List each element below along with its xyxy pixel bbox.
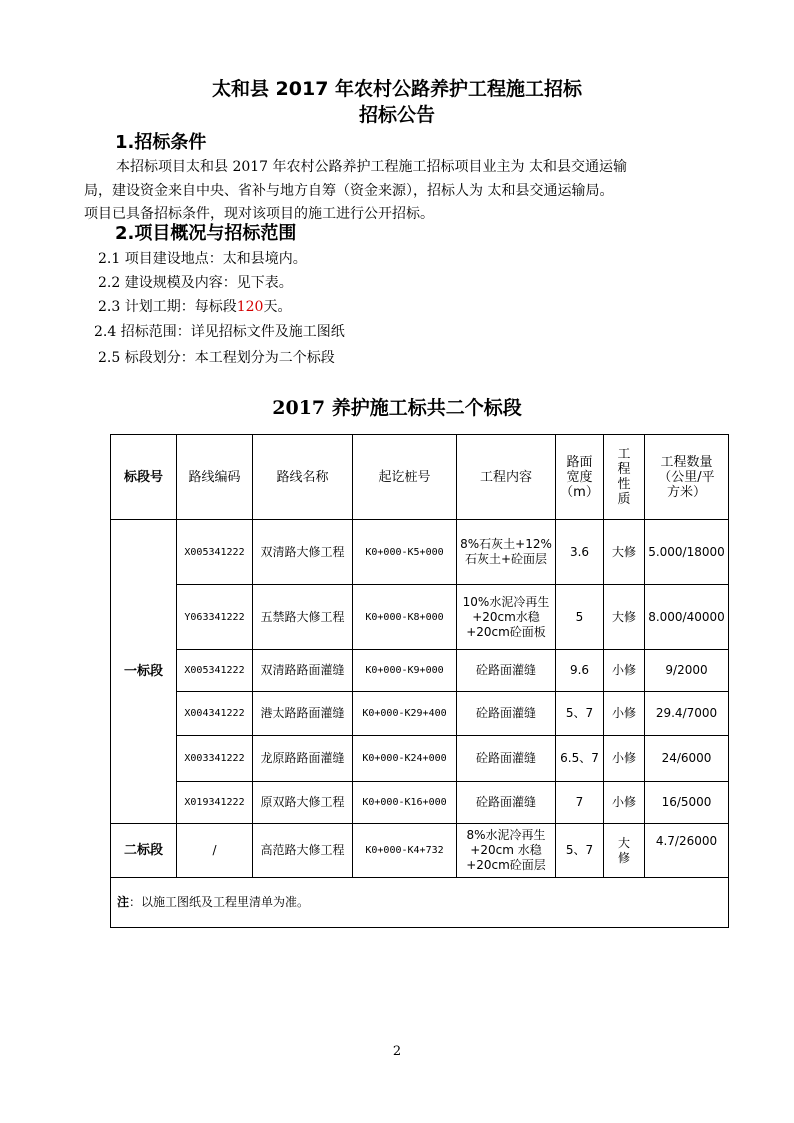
section1-heading: 1.招标条件: [115, 132, 207, 153]
header-width: [556, 435, 604, 520]
cell-name: 龙原路路面灌缝: [253, 736, 353, 782]
cell-content: 砼路面灌缝: [457, 692, 556, 736]
table-row: [111, 782, 729, 824]
header-qty: [645, 435, 729, 520]
item-2-2: 2.2 建设规模及内容：见下表。: [98, 275, 293, 291]
header-code: 路线编码: [177, 435, 253, 520]
cell-code: X019341222: [177, 782, 253, 824]
item-2-1: 2.1 项目建设地点：太和县境内。: [98, 251, 307, 267]
sections-table: [110, 434, 729, 928]
cell-name: 高范路大修工程: [253, 824, 353, 878]
cell-content-l1: 8%水泥冷再生: [466, 828, 546, 842]
header-width-l3: （m）: [560, 484, 599, 500]
cell-name: 双清路大修工程: [253, 520, 353, 585]
cell-stake: K0+000-K8+000: [353, 585, 457, 650]
item-2-3-prefix: 2.3 计划工期：每标段: [98, 299, 237, 315]
cell-nature: 大修: [604, 585, 645, 650]
header-width-l2: 宽度: [566, 469, 593, 485]
cell-stake: K0+000-K4+732: [353, 824, 457, 878]
cell-content: 砼路面灌缝: [457, 736, 556, 782]
cell-content: [457, 824, 556, 878]
table-title: 2017 养护施工标共二个标段: [272, 397, 522, 419]
cell-code: X004341222: [177, 692, 253, 736]
section1-para-line1: 本招标项目太和县 2017 年农村公路养护工程施工招标项目业主为 太和县交通运输: [116, 159, 627, 175]
header-nature-l2: 程: [617, 462, 631, 477]
cell-nature-l2: 修: [617, 850, 630, 865]
cell-code: X003341222: [177, 736, 253, 782]
cell-stake: K0+000-K24+000: [353, 736, 457, 782]
cell-content: 砼路面灌缝: [457, 650, 556, 692]
item-2-5: 2.5 标段划分：本工程划分为二个标段: [98, 350, 335, 366]
cell-width: 5: [556, 585, 604, 650]
table-header-row: [111, 435, 729, 520]
cell-stake: K0+000-K29+400: [353, 692, 457, 736]
cell-nature: 小修: [604, 692, 645, 736]
cell-qty: 5.000/18000: [645, 520, 729, 585]
note-text: ：以施工图纸及工程里清单为准。: [129, 895, 310, 909]
cell-stake: K0+000-K5+000: [353, 520, 457, 585]
header-nature: [604, 435, 645, 520]
table-row: [111, 520, 729, 585]
cell-name: 港太路路面灌缝: [253, 692, 353, 736]
header-qty-l2: （公里/平: [658, 469, 715, 485]
cell-nature: 小修: [604, 782, 645, 824]
cell-code: X005341222: [177, 520, 253, 585]
cell-code: Y063341222: [177, 585, 253, 650]
header-section: 标段号: [111, 435, 177, 520]
cell-content-l2: 石灰土+砼面层: [464, 552, 548, 566]
header-stake: 起讫桩号: [353, 435, 457, 520]
cell-content: 砼路面灌缝: [457, 782, 556, 824]
cell-qty: 9/2000: [645, 650, 729, 692]
header-width-l1: 路面: [566, 454, 593, 470]
header-name: 路线名称: [253, 435, 353, 520]
cell-width: 9.6: [556, 650, 604, 692]
header-nature-l1: 工: [617, 447, 631, 462]
cell-code: /: [177, 824, 253, 878]
note-label: 注: [117, 895, 130, 909]
cell-qty: 8.000/40000: [645, 585, 729, 650]
document-title: 太和县 2017 年农村公路养护工程施工招标: [211, 78, 583, 100]
cell-nature: 大修: [604, 520, 645, 585]
section1-label: 一标段: [111, 520, 177, 824]
cell-name: 五禁路大修工程: [253, 585, 353, 650]
cell-qty: 16/5000: [645, 782, 729, 824]
section2-label: 二标段: [111, 824, 177, 878]
document-subtitle: 招标公告: [358, 104, 435, 126]
cell-width: 5、7: [556, 824, 604, 878]
header-nature-l4: 质: [617, 492, 631, 507]
cell-name: 双清路路面灌缝: [253, 650, 353, 692]
cell-width: 5、7: [556, 692, 604, 736]
cell-nature: [604, 824, 645, 878]
cell-nature: 小修: [604, 736, 645, 782]
cell-content-l2: +20cm 水稳: [470, 843, 542, 857]
cell-content-l3: +20cm砼面板: [466, 624, 546, 639]
item-2-3-days: 120: [236, 299, 264, 315]
cell-content-l1: 8%石灰土+12%: [460, 537, 552, 551]
cell-content-l2: +20cm水稳: [472, 609, 540, 624]
table-note-row: [111, 878, 729, 928]
cell-content-l3: +20cm砼面层: [466, 858, 546, 872]
table-row: [111, 824, 729, 878]
cell-width: 7: [556, 782, 604, 824]
cell-nature-l1: 大: [617, 835, 630, 850]
table-note: [111, 878, 729, 928]
header-content: 工程内容: [457, 435, 556, 520]
item-2-3-suffix: 天。: [263, 299, 292, 315]
item-2-4: 2.4 招标范围：详见招标文件及施工图纸: [94, 324, 345, 340]
cell-width: 3.6: [556, 520, 604, 585]
section1-para-line3: 项目已具备招标条件，现对该项目的施工进行公开招标。: [84, 206, 434, 222]
cell-content: [457, 520, 556, 585]
cell-content: [457, 585, 556, 650]
page-number: 2: [392, 1044, 402, 1059]
cell-code: X005341222: [177, 650, 253, 692]
table-row: [111, 650, 729, 692]
section1-para-line2: 局，建设资金来自中央、省补与地方自筹（资金来源），招标人为 太和县交通运输局。: [84, 183, 614, 199]
cell-qty: 29.4/7000: [645, 692, 729, 736]
cell-name: 原双路大修工程: [253, 782, 353, 824]
header-nature-l3: 性: [617, 477, 631, 492]
section2-heading: 2.项目概况与招标范围: [115, 223, 297, 244]
cell-nature: 小修: [604, 650, 645, 692]
table-row: [111, 585, 729, 650]
header-qty-l3: 方米）: [666, 484, 706, 500]
header-qty-l1: 工程数量: [660, 454, 713, 470]
table-row: [111, 692, 729, 736]
cell-stake: K0+000-K16+000: [353, 782, 457, 824]
cell-width: 6.5、7: [556, 736, 604, 782]
item-2-3: [98, 296, 291, 316]
cell-qty: 24/6000: [645, 736, 729, 782]
cell-content-l1: 10%水泥冷再生: [462, 594, 550, 609]
table-row: [111, 736, 729, 782]
cell-qty: 4.7/26000: [645, 824, 729, 878]
cell-stake: K0+000-K9+000: [353, 650, 457, 692]
